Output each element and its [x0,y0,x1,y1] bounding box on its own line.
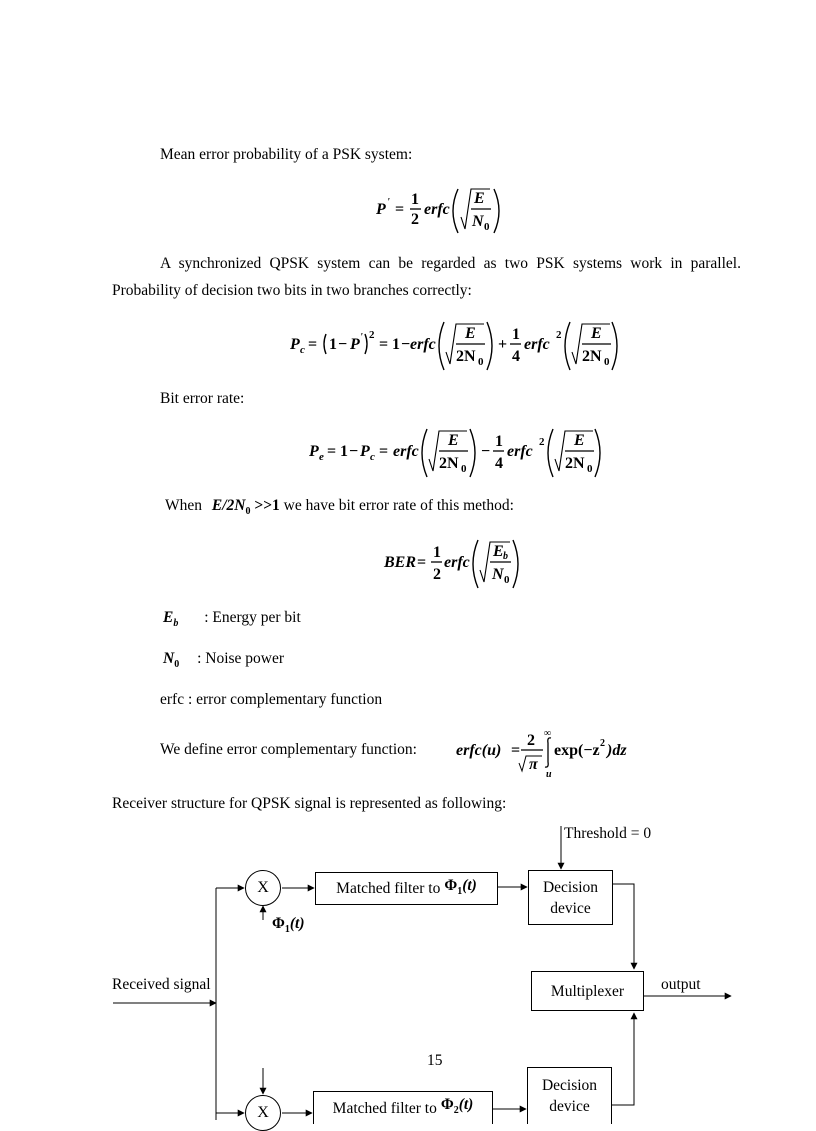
svg-text:': ' [360,332,363,343]
n0-definition: $N_0$ : Noise power [163,650,285,671]
svg-text:erfc: erfc [524,336,550,353]
svg-text:N: N [472,213,484,230]
svg-text:2N: 2N [456,348,476,365]
svg-text:0: 0 [604,356,610,368]
svg-text:P: P [309,443,319,460]
svg-text:2: 2 [539,436,545,448]
svg-text:P: P [360,443,370,460]
svg-text:erfc: erfc [444,554,470,571]
svg-text:0: 0 [461,463,467,475]
svg-text:2: 2 [556,329,562,341]
threshold-label: Threshold = 0 [564,825,652,842]
svg-text:−: − [481,443,491,460]
when-line: When $E/2N_0 >>1$ we have bit error rate of this method: [165,497,514,518]
svg-text:exp(−z: exp(−z [554,742,600,759]
svg-text:P: P [290,336,300,353]
svg-text:1: 1 [433,544,441,561]
svg-text:−: − [349,443,359,460]
svg-text:=: = [511,742,521,759]
output-label: output [661,976,701,993]
matched-filter-2: Matched filter to $\Phi_2(t)$ [313,1091,493,1124]
svg-text:2: 2 [369,329,375,341]
svg-text:−: − [338,336,348,353]
phi1-label: $\Phi_1(t)$ [272,915,305,936]
svg-text:E: E [574,432,585,449]
svg-text:1: 1 [411,191,419,208]
svg-text:erfc: erfc [393,443,419,460]
svg-text:π: π [529,756,538,773]
svg-text:=: = [379,443,389,460]
svg-text:2N: 2N [565,455,585,472]
matched-filter-1: Matched filter to $\Phi_1(t)$ [315,872,498,905]
svg-text:u: u [546,769,552,780]
svg-text:N: N [492,566,504,583]
eb-definition: $E_b$ : Energy per bit [163,609,301,630]
svg-text:4: 4 [495,455,503,472]
svg-text:c: c [370,451,375,463]
svg-text:b: b [503,551,508,562]
svg-text:=: = [308,336,318,353]
decision-device-2: Decision device [527,1067,612,1124]
svg-text:=: = [395,201,405,218]
svg-text:erfc: erfc [424,201,450,218]
bit-error-label: Bit error rate: [160,390,245,407]
svg-text:1: 1 [495,433,503,450]
svg-text:)dz: )dz [607,742,627,759]
svg-text:4: 4 [512,348,520,365]
erfc-define-label: We define error complementary function: [160,741,417,758]
svg-text:2N: 2N [582,348,602,365]
decision-device-1: Decision device [528,870,613,925]
svg-text:2: 2 [600,738,605,749]
page-number: 15 [427,1052,443,1069]
svg-text:2: 2 [527,732,535,749]
eq1-p: P [376,201,386,218]
qpsk-paragraph: A synchronized QPSK system can be regarded as two PSK systems work in parallel. Probability of decision two bits in two branches correctly: [112,255,741,299]
svg-text:2N: 2N [439,455,459,472]
erfc-definition: erfc : error complementary function [160,691,383,708]
svg-text:1: 1 [392,336,400,353]
svg-text:E: E [493,543,504,560]
svg-text:2: 2 [411,211,419,228]
svg-text:e: e [319,451,324,463]
svg-text:2: 2 [433,566,441,583]
svg-text:0: 0 [484,221,490,233]
received-signal-label: Received signal [112,976,211,993]
svg-text:E: E [474,190,485,207]
svg-text:BER: BER [384,554,417,571]
mixer-2: X [245,1095,281,1131]
svg-text:−: − [401,336,411,353]
svg-text:=: = [327,443,337,460]
svg-text:E: E [591,325,602,342]
svg-text:1: 1 [340,443,348,460]
svg-text:0: 0 [478,356,484,368]
svg-text:c: c [300,344,305,356]
mixer-1: X [245,870,281,906]
svg-text:+: + [498,336,508,353]
svg-text:E: E [448,432,459,449]
svg-text:∞: ∞ [544,728,552,739]
svg-text:erfc: erfc [410,336,436,353]
svg-text:P: P [350,336,360,353]
svg-text:1: 1 [512,326,520,343]
svg-text:0: 0 [504,574,510,586]
svg-text:=: = [379,336,389,353]
multiplexer: Multiplexer [531,971,644,1011]
svg-text:1: 1 [329,336,337,353]
svg-text:erfc: erfc [507,443,533,460]
svg-text:E: E [465,325,476,342]
svg-text:erfc(u): erfc(u) [456,742,502,759]
svg-text:': ' [387,197,390,208]
svg-text:0: 0 [587,463,593,475]
svg-text:=: = [417,554,427,571]
mean-error-label: Mean error probability of a PSK system: [160,146,413,163]
receiver-label: Receiver structure for QPSK signal is represented as following: [112,795,507,812]
